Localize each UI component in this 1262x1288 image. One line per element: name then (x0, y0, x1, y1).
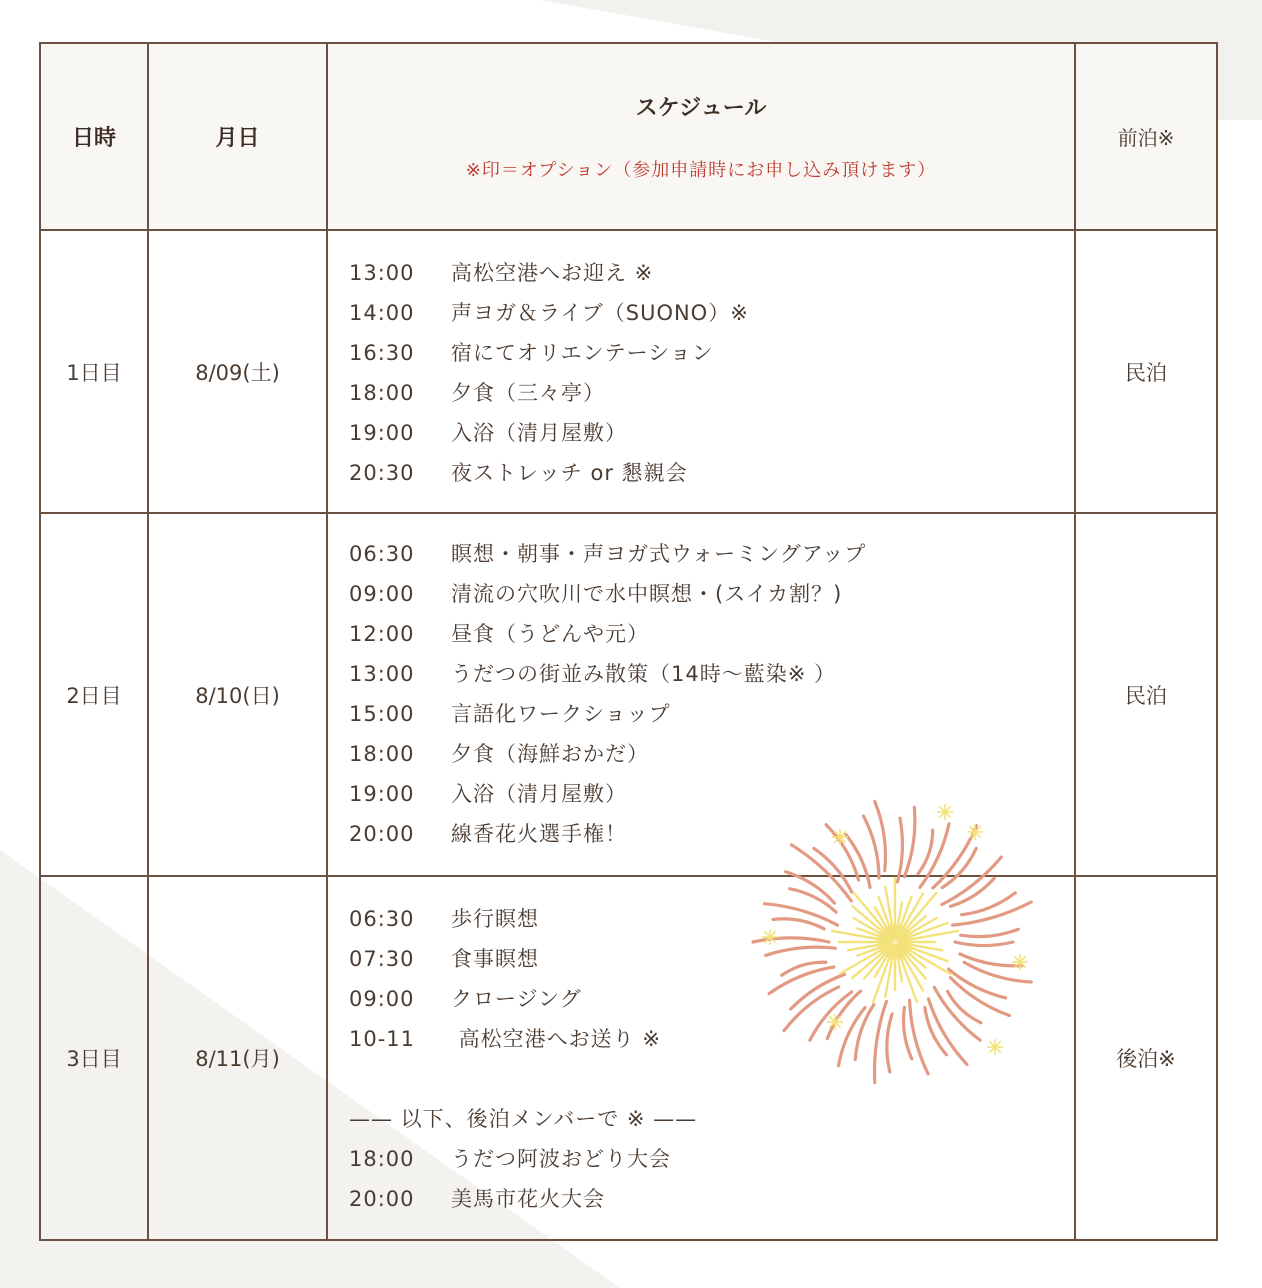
schedule-text: 歩行瞑想 (451, 907, 539, 931)
schedule-text: うだつの街並み散策（14時〜藍染※ ） (451, 662, 836, 686)
schedule-time: 19:00 (349, 421, 415, 445)
day-label: 3日目 (40, 876, 148, 1240)
schedule-time: 13:00 (349, 662, 415, 686)
header-schedule-title: スケジュール (635, 96, 767, 121)
schedule-item (349, 734, 1074, 774)
header-schedule (327, 43, 1075, 230)
schedule-item (349, 1019, 1074, 1059)
schedule-time: 06:30 (349, 907, 415, 931)
schedule-list (349, 514, 1074, 854)
stay-label: 民泊 (1075, 230, 1217, 513)
schedule-text: 昼食（うどんや元） (451, 622, 649, 646)
header-row (40, 43, 1217, 230)
date-label: 8/10(日) (148, 513, 327, 876)
schedule-item (349, 774, 1074, 814)
schedule-time: 09:00 (349, 582, 415, 606)
schedule-item (349, 899, 1074, 939)
schedule-time: 15:00 (349, 702, 415, 726)
schedule-text: 瞑想・朝事・声ヨガ式ウォーミングアップ (451, 542, 867, 566)
schedule-item (349, 453, 1074, 493)
schedule-item (349, 814, 1074, 854)
header-day: 日時 (40, 43, 148, 230)
schedule-list (349, 877, 1074, 1219)
schedule-time: 18:00 (349, 381, 415, 405)
schedule-list (349, 231, 1074, 493)
schedule-table (39, 42, 1218, 1241)
schedule-text: 夕食（海鮮おかだ） (451, 742, 649, 766)
schedule-time: 16:30 (349, 341, 415, 365)
schedule-text: クロージング (451, 987, 582, 1011)
schedule-text: 線香花火選手権！ (451, 822, 627, 846)
schedule-item (349, 413, 1074, 453)
schedule-time: 20:00 (349, 822, 415, 846)
day-label: 1日目 (40, 230, 148, 513)
schedule-text: 食事瞑想 (451, 947, 539, 971)
schedule-time: 18:00 (349, 1147, 415, 1171)
schedule-text: 声ヨガ＆ライブ（SUONO）※ (451, 301, 749, 325)
schedule-text: 高松空港へお送り ※ (451, 1027, 661, 1051)
header-date: 月日 (148, 43, 327, 230)
schedule-cell (327, 513, 1075, 876)
schedule-cell (327, 230, 1075, 513)
schedule-time: 12:00 (349, 622, 415, 646)
date-label: 8/09(土) (148, 230, 327, 513)
schedule-text: 夜ストレッチ or 懇親会 (451, 461, 688, 485)
schedule-item (349, 1179, 1074, 1219)
table-row-day1 (40, 230, 1217, 513)
schedule-item (349, 333, 1074, 373)
option-note: ※印＝オプション（参加申請時にお申し込み頂けます） (465, 160, 937, 181)
schedule-item (349, 373, 1074, 413)
schedule-text: 高松空港へお迎え ※ (451, 261, 654, 285)
schedule-text: 入浴（清月屋敷） (451, 782, 627, 806)
schedule-text: うだつ阿波おどり大会 (451, 1147, 671, 1171)
schedule-item (349, 979, 1074, 1019)
schedule-time: 20:30 (349, 461, 415, 485)
schedule-item (349, 1139, 1074, 1179)
schedule-text: 清流の穴吹川で水中瞑想・(スイカ割？) (451, 582, 843, 606)
schedule-item (349, 694, 1074, 734)
day-label: 2日目 (40, 513, 148, 876)
schedule-item (349, 939, 1074, 979)
schedule-cell (327, 876, 1075, 1240)
header-stay: 前泊※ (1075, 43, 1217, 230)
stay-label: 民泊 (1075, 513, 1217, 876)
schedule-time: 20:00 (349, 1187, 415, 1211)
schedule-text: 美馬市花火大会 (451, 1187, 605, 1211)
schedule-time: 06:30 (349, 542, 415, 566)
schedule-time: 19:00 (349, 782, 415, 806)
date-label: 8/11(月) (148, 876, 327, 1240)
schedule-item (349, 654, 1074, 694)
schedule-time: 18:00 (349, 742, 415, 766)
schedule-time: 09:00 (349, 987, 415, 1011)
table-row-day2 (40, 513, 1217, 876)
stay-label: 後泊※ (1075, 876, 1217, 1240)
schedule-text: 宿にてオリエンテーション (451, 341, 714, 365)
schedule-item (349, 574, 1074, 614)
spacer (349, 1059, 1074, 1099)
schedule-time: 07:30 (349, 947, 415, 971)
schedule-item (349, 293, 1074, 333)
schedule-time: 14:00 (349, 301, 415, 325)
schedule-item (349, 614, 1074, 654)
schedule-text: 言語化ワークショップ (451, 702, 671, 726)
schedule-text: 入浴（清月屋敷） (451, 421, 627, 445)
table-row-day3 (40, 876, 1217, 1240)
schedule-text: 夕食（三々亭） (451, 381, 605, 405)
after-stay-label: —— 以下、後泊メンバーで ※ —— (349, 1107, 698, 1131)
schedule-time: 10-11 (349, 1027, 416, 1051)
schedule-item (349, 253, 1074, 293)
schedule-item (349, 534, 1074, 574)
schedule-time: 13:00 (349, 261, 415, 285)
